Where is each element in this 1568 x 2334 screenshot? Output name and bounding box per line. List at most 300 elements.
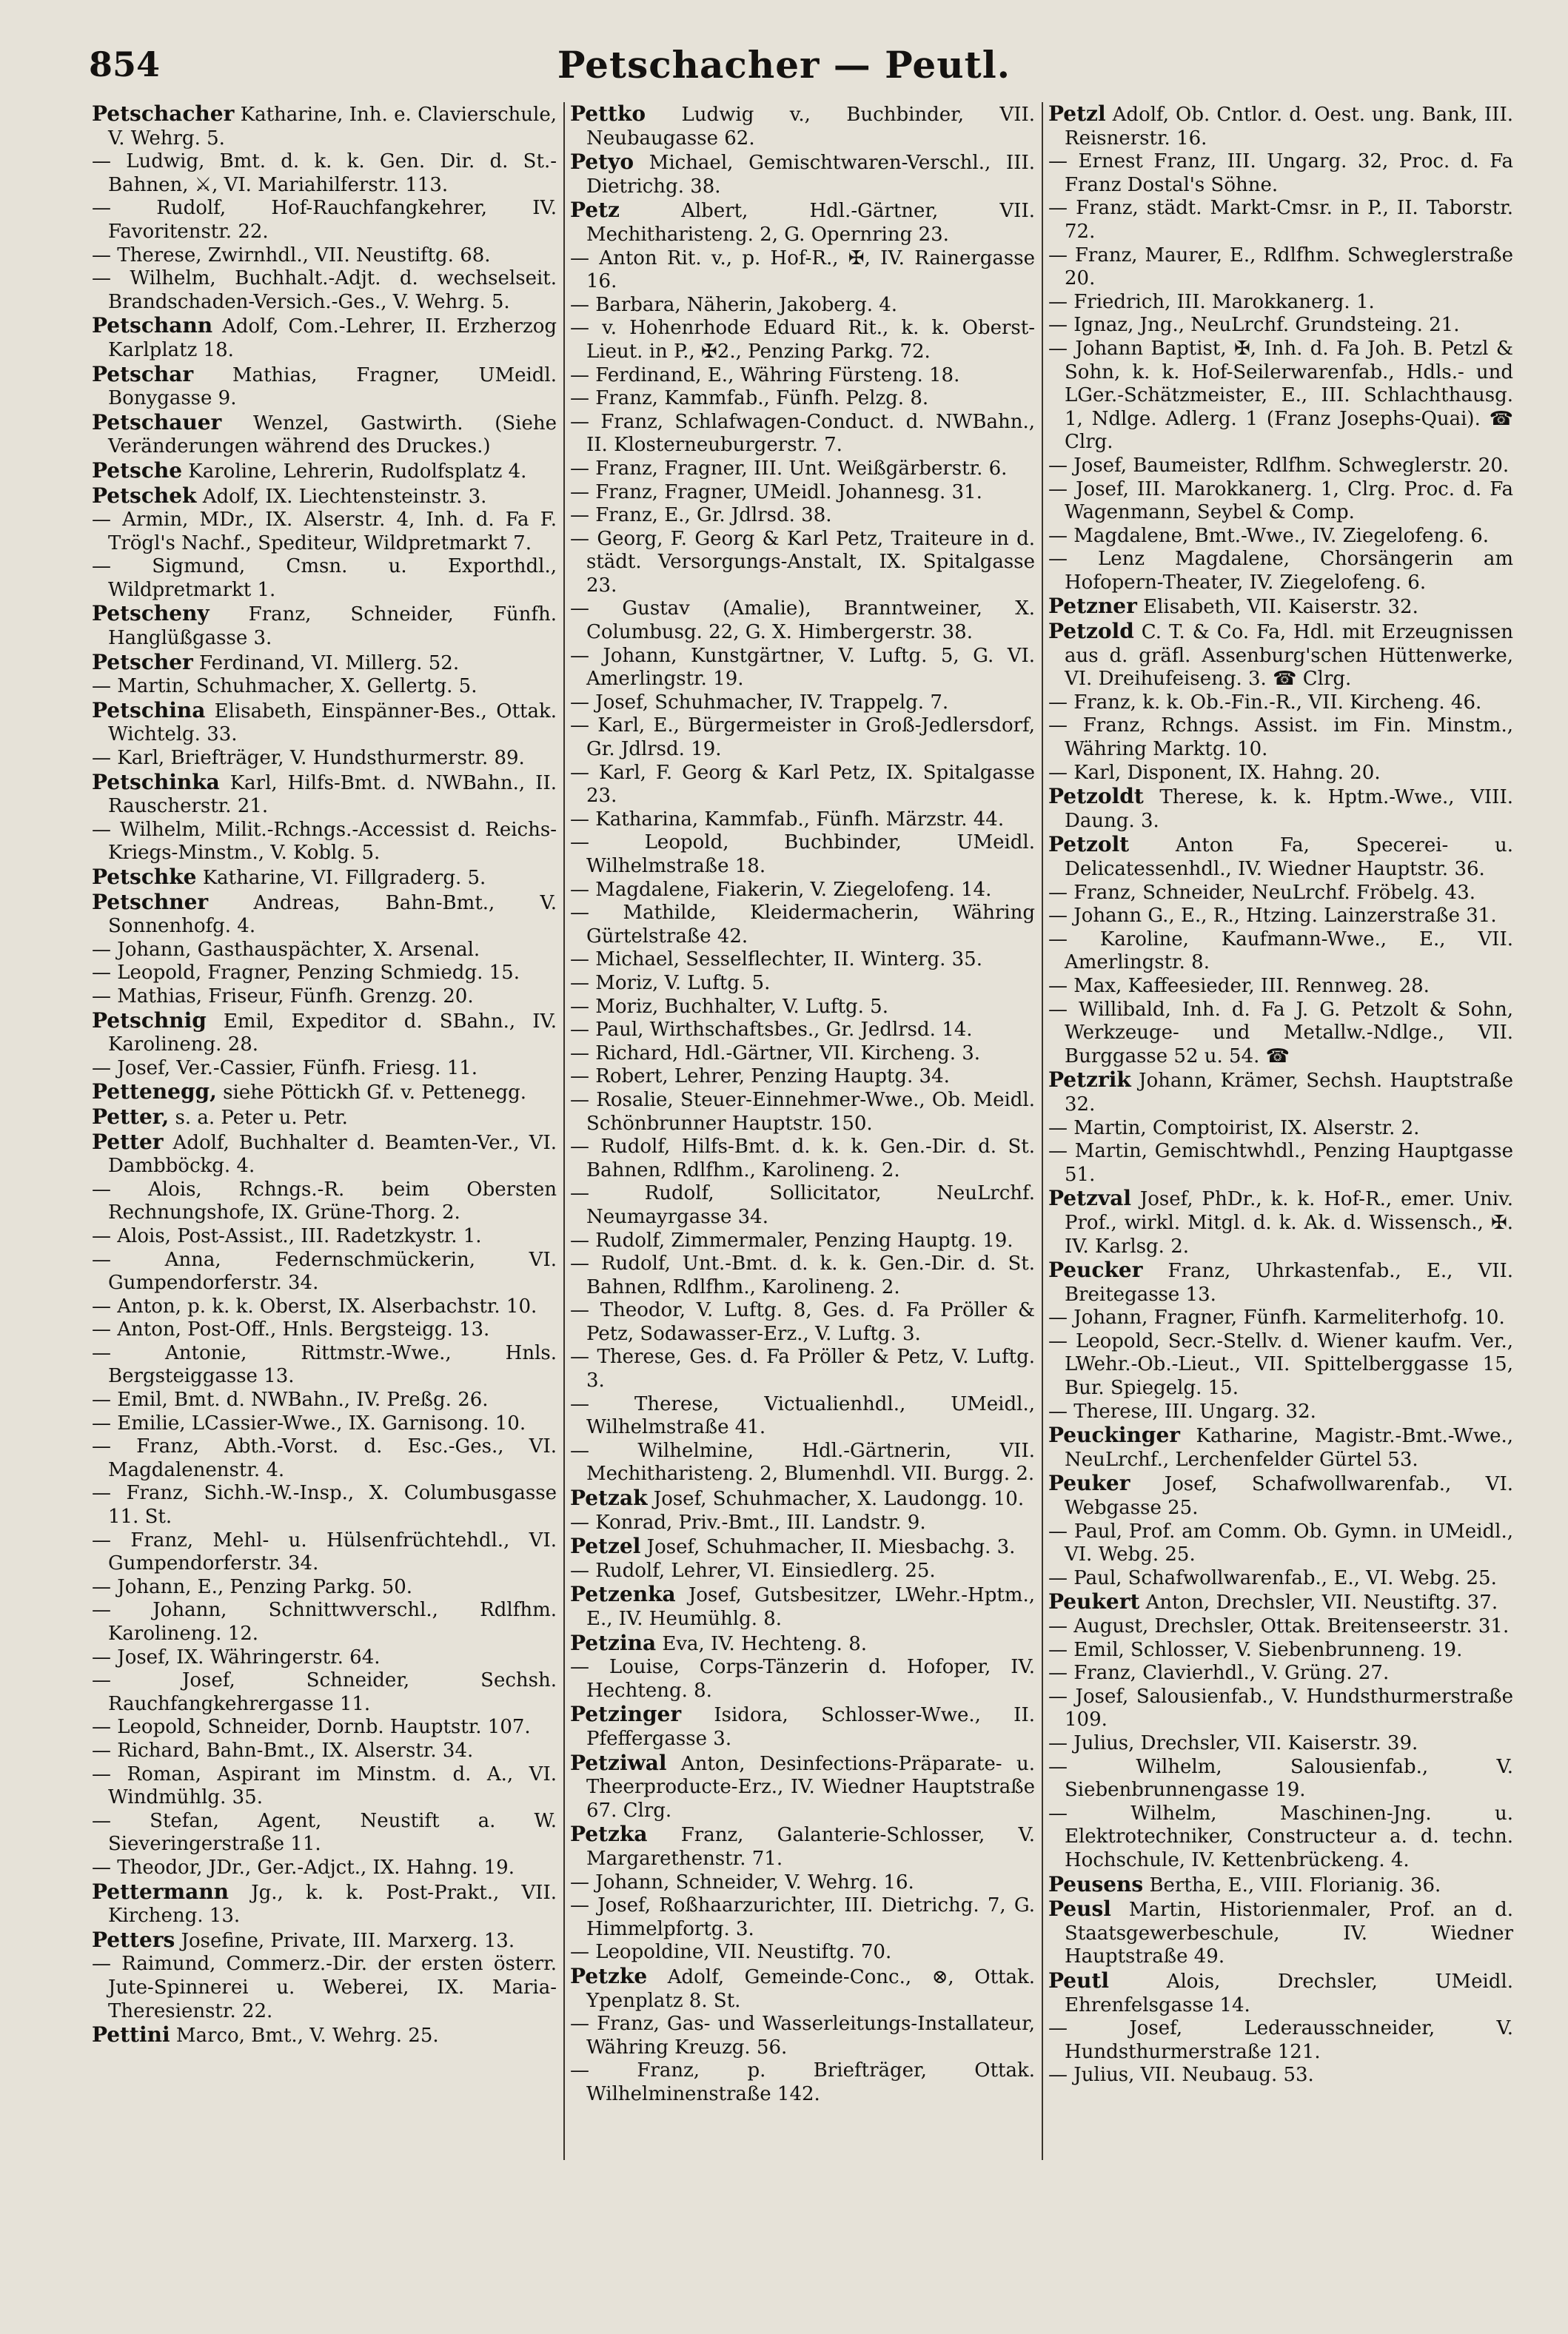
directory-entry: [92, 1599, 557, 1646]
directory-entry: [570, 1230, 1035, 1253]
entry-text: Anton, Drechsler, VII. Neustiftg. 37.: [1139, 1592, 1498, 1614]
entry-text: — Franz, Clavierhdl., V. Grüng. 27.: [1048, 1662, 1390, 1685]
directory-entry: [92, 865, 557, 891]
directory-entry: [570, 1871, 1035, 1895]
entry-text: — Julius, Drechsler, VII. Kaiserstr. 39.: [1048, 1731, 1418, 1754]
directory-entry: [1048, 1423, 1513, 1472]
entry-text: — Josef, IX. Währingerstr. 64.: [92, 1646, 381, 1669]
entry-surname: Petschacher: [92, 101, 235, 126]
directory-entry: [1048, 244, 1513, 291]
directory-entry: [92, 1857, 557, 1880]
entry-text: — Moriz, V. Luftg. 5.: [570, 971, 771, 994]
directory-entry: [570, 198, 1035, 247]
directory-entry: [1048, 548, 1513, 594]
directory-entry: [570, 996, 1035, 1019]
entry-text: — Franz, Mehl- u. Hülsenfrüchtehdl., VI. Gumpendorferstr. 34.: [92, 1529, 557, 1575]
directory-entry: [570, 1583, 1035, 1631]
entry-text: — Richard, Bahn-Bmt., IX. Alserstr. 34.: [92, 1739, 474, 1762]
entry-surname: Petter: [92, 1129, 164, 1154]
entry-text: Anton Fa, Specerei- u. Delicatessenhdl., IV. Wiedner Hauptstr. 36.: [1065, 834, 1513, 880]
entry-text: Wenzel, Gastwirth. (Siehe Veränderungen während des Druckes.): [108, 412, 557, 458]
directory-entry: [570, 1440, 1035, 1486]
directory-entry: [1048, 525, 1513, 549]
entry-text: — Josef, Roßhaarzurichter, III. Dietrichg. 7, G. Himmelpfortg. 3.: [570, 1894, 1035, 1940]
directory-entry: [92, 102, 557, 150]
directory-entry: [1048, 1472, 1513, 1520]
entry-text: — Karl, F. Georg & Karl Petz, IX. Spitalgasse 23.: [570, 761, 1035, 808]
entry-text: — Rudolf, Hilfs-Bmt. d. k. k. Gen.-Dir. d. St. Bahnen, Rdlfhm., Karolineng. 2.: [570, 1136, 1035, 1181]
entry-surname: Petzenka: [570, 1582, 676, 1607]
entry-text: — Emil, Schlosser, V. Siebenbrunneng. 19.: [1048, 1638, 1463, 1661]
entry-text: — Theodor, JDr., Ger.-Adjct., IX. Hahng. 19.: [92, 1856, 515, 1879]
directory-entry: [570, 714, 1035, 761]
entry-text: Adolf, Ob. Cntlor. d. Oest. ung. Bank, III. Reisnerstr. 16.: [1065, 104, 1513, 150]
directory-entry: [1048, 1307, 1513, 1330]
entry-text: — Anton, Post-Off., Hnls. Bergsteigg. 13.: [92, 1318, 490, 1341]
entry-text: Adolf, Com.-Lehrer, II. Erzherzog Karlplatz 18.: [108, 315, 557, 361]
entry-text: — Franz, Schlafwagen-Conduct. d. NWBahn., II. Klosterneuburgerstr. 7.: [570, 410, 1035, 457]
page-title: Petschacher — Peutl.: [557, 43, 1011, 87]
directory-entry: [570, 972, 1035, 996]
directory-entry: [570, 504, 1035, 528]
directory-entry: [92, 771, 557, 819]
entry-text: Mathias, Fragner, UMeidl. Bonygasse 9.: [108, 363, 557, 410]
directory-entry: [92, 509, 557, 555]
directory-entry: [92, 1412, 557, 1436]
directory-entry: [570, 902, 1035, 948]
entry-surname: Petzoldt: [1048, 784, 1144, 809]
entry-text: — Michael, Sesselflechter, II. Winterg. 35.: [570, 948, 982, 971]
directory-entry: [1048, 1258, 1513, 1307]
directory-entry: [570, 294, 1035, 318]
directory-entry: [92, 699, 557, 747]
entry-text: — Robert, Lehrer, Penzing Hauptg. 34.: [570, 1065, 950, 1088]
directory-entry: [1048, 150, 1513, 197]
directory-entry: [92, 314, 557, 362]
directory-entry: [92, 891, 557, 939]
directory-entry: [1048, 999, 1513, 1069]
entry-text: — Louise, Corps-Tänzerin d. Hofoper, IV. Hechteng. 8.: [570, 1656, 1035, 1702]
directory-entry: [92, 1249, 557, 1295]
entry-text: — Martin, Gemischtwhdl., Penzing Hauptgasse 51.: [1048, 1140, 1513, 1186]
entry-text: — Franz, Fragner, III. Unt. Weißgärberstr. 6.: [570, 457, 1008, 480]
directory-entry: [1048, 1401, 1513, 1424]
column-divider: [563, 102, 565, 2160]
directory-entry: [570, 1393, 1035, 1440]
entry-surname: Petsche: [92, 457, 183, 483]
directory-entry: [570, 1065, 1035, 1089]
entry-text: — Martin, Comptoirist, IX. Alserstr. 2.: [1048, 1116, 1420, 1139]
entry-text: — Roman, Aspirant im Minstm. d. A., VI. Windmühlg. 35.: [92, 1763, 557, 1809]
directory-entry: [570, 1019, 1035, 1042]
directory-entry: [570, 1822, 1035, 1871]
entry-text: — Anna, Federnschmückerin, VI. Gumpendorferstr. 34.: [92, 1248, 557, 1295]
entry-surname: Petzinger: [570, 1702, 682, 1727]
directory-entry: [92, 1389, 557, 1412]
entry-text: — Leopold, Buchbinder, UMeidl. Wilhelmstraße 18.: [570, 831, 1035, 877]
entry-text: — Johann, Schneider, V. Wehrg. 16.: [570, 1871, 914, 1894]
directory-entry: [1048, 620, 1513, 691]
entry-text: Josef, Schuhmacher, X. Laudongg. 10.: [647, 1488, 1025, 1511]
directory-entry: [570, 948, 1035, 972]
entry-text: — Franz, Sichh.-W.-Insp., X. Columbusgasse 11. St.: [92, 1482, 557, 1529]
entry-surname: Petzrik: [1048, 1067, 1131, 1093]
entry-text: — Johann, Schnittwverschl., Rdlfhm. Karolineng. 12.: [92, 1599, 557, 1645]
entry-text: C. T. & Co. Fa, Hdl. mit Erzeugnissen aus d. gräfl. Assenburg'schen Hüttenwerke, VI. Dreihufeiseng. 3. ☎ Clrg.: [1065, 621, 1513, 691]
entry-text: — Josef, Salousienfab., V. Hundsthurmerstraße 109.: [1048, 1685, 1513, 1731]
directory-entry: [570, 411, 1035, 457]
entry-text: — Josef, Schneider, Sechsh. Rauchfangkehrergasse 11.: [92, 1669, 557, 1715]
directory-entry: [92, 1342, 557, 1389]
entry-text: — Paul, Prof. am Comm. Ob. Gymn. in UMeidl., VI. Webg. 25.: [1048, 1520, 1513, 1566]
directory-entry: [1048, 1686, 1513, 1732]
directory-entry: [92, 244, 557, 268]
entry-surname: Petzner: [1048, 594, 1137, 619]
directory-entry: [1048, 928, 1513, 975]
entry-text: — Emil, Bmt. d. NWBahn., IV. Preßg. 26.: [92, 1389, 489, 1412]
entry-surname: Petzak: [570, 1486, 648, 1511]
directory-entry: [92, 1880, 557, 1928]
directory-entry: [1048, 1969, 1513, 2017]
entry-text: — Raimund, Commerz.-Dir. der ersten österr. Jute-Spinnerei u. Weberei, IX. Maria-Theresienstr. 22.: [92, 1953, 557, 2022]
directory-entry: [92, 1105, 557, 1130]
entry-text: — Armin, MDr., IX. Alserstr. 4, Inh. d. Fa F. Trögl's Nachf., Spediteur, Wildpretmarkt 7.: [92, 509, 557, 554]
entry-text: — Max, Kaffeesieder, III. Rennweg. 28.: [1048, 974, 1430, 997]
directory-entry: [1048, 1639, 1513, 1663]
directory-entry: [1048, 594, 1513, 620]
entry-text: — Alois, Post-Assist., III. Radetzkystr. 1.: [92, 1224, 482, 1247]
entry-surname: Peusl: [1048, 1897, 1111, 1922]
directory-entry: [92, 150, 557, 197]
directory-entry: [92, 1178, 557, 1225]
entry-surname: Peucker: [1048, 1258, 1143, 1283]
entry-surname: Pettenegg,: [92, 1079, 217, 1104]
directory-entry: [1048, 905, 1513, 928]
directory-entry: [570, 457, 1035, 481]
directory-entry: [1048, 1187, 1513, 1258]
directory-entry: [92, 1953, 557, 2023]
entry-text: Emil, Expeditor d. SBahn., IV. Karolineng. 28.: [108, 1010, 557, 1056]
entry-text: — Karl, Disponent, IX. Hahng. 20.: [1048, 761, 1381, 784]
entry-text: — Karl, E., Bürgermeister in Groß-Jedlersdorf, Gr. Jdlrsd. 19.: [570, 714, 1035, 761]
entry-text: — Johann Baptist, ✠, Inh. d. Fa Joh. B. Petzl & Sohn, k. k. Hof-Seilerwarenfab., Hdls.- und LGer.-Schätzmeister, E., III. Schlachthausg. 1, Ndlge. Adlerg. 1 (Franz Josephs-Quai). ☎ Clrg.: [1048, 337, 1513, 454]
directory-entry: [92, 1057, 557, 1081]
directory-entry: [1048, 1330, 1513, 1401]
directory-entry: [92, 962, 557, 985]
directory-entry: [570, 691, 1035, 715]
entry-surname: Petzolt: [1048, 832, 1130, 857]
directory-entry: [92, 1576, 557, 1600]
entry-text: Jg., k. k. Post-Prakt., VII. Kircheng. 13.: [108, 1881, 557, 1928]
entry-text: — Anton, p. k. k. Oberst, IX. Alserbachstr. 10.: [92, 1295, 537, 1318]
directory-entry: [570, 1703, 1035, 1751]
directory-entry: [92, 1318, 557, 1342]
entry-text: — Josef, III. Marokkanerg. 1, Clrg. Proc. d. Fa Wagenmann, Seybel & Comp.: [1048, 477, 1513, 524]
entry-text: — Georg, F. Georg & Karl Petz, Traiteure in d. städt. Versorgungs-Anstalt, IX. Spitalgasse 23.: [570, 527, 1035, 597]
entry-text: — Josef, Schuhmacher, IV. Trappelg. 7.: [570, 691, 949, 714]
entry-text: — Rudolf, Lehrer, VI. Einsiedlerg. 25.: [570, 1559, 936, 1582]
directory-entry: [570, 528, 1035, 598]
entry-text: — Magdalene, Fiakerin, V. Ziegelofeng. 14.: [570, 878, 992, 901]
directory-entry: [570, 1486, 1035, 1512]
directory-entry: [92, 1763, 557, 1810]
entry-surname: Peutl: [1048, 1968, 1110, 1993]
entry-text: Eva, IV. Hechteng. 8.: [656, 1632, 868, 1655]
directory-entry: [1048, 102, 1513, 150]
directory-entry: [570, 1136, 1035, 1182]
entry-text: — Franz, Rchngs. Assist. im Fin. Minstm., Währing Marktg. 10.: [1048, 714, 1513, 761]
entry-text: — Franz, Maurer, E., Rdlfhm. Schweglerstraße 20.: [1048, 244, 1513, 290]
directory-entry: [92, 1130, 557, 1178]
entry-surname: Petschinka: [92, 769, 220, 794]
entry-text: — Mathilde, Kleidermacherin, Währing Gürtelstraße 42.: [570, 902, 1035, 948]
entry-text: — Katharina, Kammfab., Fünfh. Märzstr. 44.: [570, 808, 1005, 831]
column-1: [92, 102, 557, 2048]
entry-surname: Pettko: [570, 101, 646, 126]
directory-entry: [1048, 455, 1513, 478]
entry-text: — Therese, Ges. d. Fa Pröller & Petz, V. Luftg. 3.: [570, 1346, 1035, 1392]
directory-entry: [92, 747, 557, 771]
entry-surname: Petzval: [1048, 1186, 1131, 1211]
entry-text: — Paul, Schafwollwarenfab., E., VI. Webg. 25.: [1048, 1566, 1497, 1589]
directory-entry: [1048, 691, 1513, 715]
directory-entry: [92, 1225, 557, 1249]
directory-entry: [570, 1656, 1035, 1703]
entry-surname: Petzina: [570, 1630, 657, 1655]
directory-entry: [92, 1646, 557, 1670]
entry-text: Josef, Gutsbesitzer, LWehr.-Hptm., E., IV. Heumühlg. 8.: [586, 1584, 1035, 1630]
entry-text: — August, Drechsler, Ottak. Breitenseerstr. 31.: [1048, 1615, 1510, 1637]
entry-surname: Petziwal: [570, 1750, 667, 1775]
directory-entry: [92, 197, 557, 244]
entry-text: — Wilhelm, Maschinen-Jng. u. Elektrotechniker, Constructeur a. d. techn. Hochschule, IV. Kettenbrückeng. 4.: [1048, 1802, 1513, 1871]
entry-text: — Friedrich, III. Marokkanerg. 1.: [1048, 290, 1375, 313]
entry-text: Katharine, Inh. e. Clavierschule, V. Wehrg. 5.: [108, 104, 557, 150]
entry-text: — Johann, Gasthauspächter, X. Arsenal.: [92, 938, 480, 961]
entry-text: — Wilhelmine, Hdl.-Gärtnerin, VII. Mechitharisteng. 2, Blumenhdl. VII. Burgg. 2.: [570, 1439, 1035, 1486]
directory-entry: [1048, 1615, 1513, 1639]
entry-text: — Johann, Fragner, Fünfh. Karmeliterhofg. 10.: [1048, 1307, 1505, 1329]
entry-text: Karoline, Lehrerin, Rudolfsplatz 4.: [182, 460, 527, 483]
entry-text: Andreas, Bahn-Bmt., V. Sonnenhofg. 4.: [108, 891, 557, 938]
entry-text: Josef, PhDr., k. k. Hof-R., emer. Univ. Prof., wirkl. Mitgl. d. k. Ak. d. Wissensch., ✠. IV. Karlsg. 2.: [1065, 1188, 1513, 1258]
directory-entry: [1048, 1732, 1513, 1756]
entry-surname: Petschina: [92, 697, 206, 722]
directory-entry: [570, 102, 1035, 150]
entry-text: — Leopold, Schneider, Dornb. Hauptstr. 107.: [92, 1716, 531, 1739]
directory-entry: [92, 555, 557, 602]
entry-text: — Barbara, Näherin, Jakoberg. 4.: [570, 293, 898, 316]
entry-surname: Petyo: [570, 150, 634, 175]
directory-entry: [92, 1295, 557, 1319]
entry-text: — Rudolf, Hof-Rauchfangkehrer, IV. Favoritenstr. 22.: [92, 197, 557, 243]
directory-entry: [92, 819, 557, 865]
entry-text: — Franz, Schneider, NeuLrchf. Fröbelg. 43.: [1048, 881, 1476, 904]
entry-text: — Sigmund, Cmsn. u. Exporthdl., Wildpretmarkt 1.: [92, 555, 557, 601]
directory-entry: [92, 675, 557, 699]
directory-entry: [570, 150, 1035, 198]
directory-entry: [570, 762, 1035, 808]
entry-surname: Petzka: [570, 1822, 648, 1847]
directory-entry: [92, 1810, 557, 1857]
entry-text: Franz, Schneider, Fünfh. Hanglüßgasse 3.: [108, 603, 557, 650]
entry-surname: Petzke: [570, 1963, 648, 1988]
directory-entry: [1048, 1140, 1513, 1187]
entry-text: — Antonie, Rittmstr.-Wwe., Hnls. Bergsteiggasse 13.: [92, 1341, 557, 1388]
directory-entry: [570, 831, 1035, 878]
entry-text: — Franz, Gas- und Wasserleitungs-Installateur, Währing Kreuzg. 56.: [570, 2013, 1035, 2059]
directory-entry: [1048, 338, 1513, 455]
directory-entry: [92, 1928, 557, 1954]
entry-text: — Emilie, LCassier-Wwe., IX. Garnisong. 10.: [92, 1412, 526, 1435]
entry-text: — Stefan, Agent, Neustift a. W. Sieveringerstraße 11.: [92, 1809, 557, 1856]
entry-text: — Franz, E., Gr. Jdlrsd. 38.: [570, 504, 832, 527]
entry-text: — Anton Rit. v., p. Hof-R., ✠, IV. Rainergasse 16.: [570, 247, 1035, 293]
entry-text: — Karoline, Kaufmann-Wwe., E., VII. Amerlingstr. 8.: [1048, 928, 1513, 974]
entry-text: — Konrad, Priv.-Bmt., III. Landstr. 9.: [570, 1511, 926, 1534]
directory-entry: [1048, 1117, 1513, 1141]
entry-surname: Petschke: [92, 865, 197, 889]
entry-text: — Franz, Kammfab., Fünfh. Pelzg. 8.: [570, 387, 929, 410]
directory-entry: [92, 267, 557, 314]
entry-text: Martin, Historienmaler, Prof. an d. Staatsgewerbeschule, IV. Wiedner Hauptstraße 49.: [1065, 1899, 1513, 1968]
directory-entry: [1048, 785, 1513, 833]
entry-text: — Franz, p. Briefträger, Ottak. Wilhelminenstraße 142.: [570, 2059, 1035, 2105]
directory-entry: [92, 2023, 557, 2048]
directory-entry: [1048, 197, 1513, 244]
entry-text: — Alois, Rchngs.-R. beim Obersten Rechnungshofe, IX. Grüne-Thorg. 2.: [92, 1178, 557, 1224]
directory-entry: [570, 1182, 1035, 1229]
directory-entry: [1048, 833, 1513, 881]
entry-text: Karl, Hilfs-Bmt. d. NWBahn., II. Rauscherstr. 21.: [108, 771, 557, 818]
directory-entry: [570, 247, 1035, 294]
directory-entry: [1048, 762, 1513, 785]
directory-entry: [570, 1965, 1035, 2013]
entry-text: Therese, k. k. Hptm.-Wwe., VIII. Daung. 3.: [1065, 786, 1513, 832]
directory-entry: [570, 597, 1035, 644]
entry-surname: Pettini: [92, 2022, 170, 2048]
directory-entry: [1048, 314, 1513, 338]
directory-entry: [570, 2013, 1035, 2059]
entry-text: Katharine, VI. Fillgraderg. 5.: [196, 867, 486, 889]
entry-text: — Theodor, V. Luftg. 8, Ges. d. Fa Pröller & Petz, Sodawasser-Erz., V. Luftg. 3.: [570, 1299, 1035, 1345]
directory-entry: [92, 1669, 557, 1716]
entry-surname: Peuckinger: [1048, 1423, 1181, 1448]
directory-entry: [1048, 1590, 1513, 1615]
directory-entry: [92, 1716, 557, 1740]
entry-text: Josef, Schafwollwarenfab., VI. Webgasse 25.: [1065, 1473, 1513, 1520]
entry-text: Adolf, Gemeinde-Conc., ⊗, Ottak. Ypenplatz 8. St.: [586, 1965, 1035, 2012]
directory-entry: [570, 1346, 1035, 1392]
entry-text: — Rudolf, Unt.-Bmt. d. k. k. Gen.-Dir. d. St. Bahnen, Rdlfhm., Karolineng. 2.: [570, 1252, 1035, 1298]
entry-text: — Franz, Fragner, UMeidl. Johannesg. 31.: [570, 480, 982, 503]
entry-text: Elisabeth, Einspänner-Bes., Ottak. Wichtelg. 33.: [108, 700, 557, 746]
entry-surname: Petzold: [1048, 619, 1134, 644]
directory-entry: [570, 1560, 1035, 1583]
entry-text: — Therese, Victualienhdl., UMeidl., Wilhelmstraße 41.: [570, 1392, 1035, 1439]
column-2: [570, 102, 1035, 2106]
directory-entry: [92, 1080, 557, 1105]
entry-surname: Peukert: [1048, 1589, 1140, 1614]
directory-entry: [1048, 1567, 1513, 1591]
entry-text: — Johann, E., Penzing Parkg. 50.: [92, 1575, 413, 1598]
directory-entry: [570, 1042, 1035, 1066]
entry-text: — Rudolf, Sollicitator, NeuLrchf. Neumayrgasse 34.: [570, 1182, 1035, 1228]
entry-text: — Willibald, Inh. d. Fa J. G. Petzolt & Sohn, Werkzeuge- und Metallw.-Ndlge., VII. Burggasse 52 u. 54. ☎: [1048, 998, 1513, 1067]
directory-entry: [1048, 975, 1513, 999]
entry-text: Alois, Drechsler, UMeidl. Ehrenfelsgasse 14.: [1065, 1970, 1513, 2016]
entry-text: — Franz, Abth.-Vorst. d. Esc.-Ges., VI. Magdalenenstr. 4.: [92, 1435, 557, 1481]
column-divider: [1042, 102, 1043, 2160]
entry-text: — Magdalene, Bmt.-Wwe., IV. Ziegelofeng. 6.: [1048, 524, 1490, 547]
entry-text: Elisabeth, VII. Kaiserstr. 32.: [1136, 596, 1418, 619]
entry-text: — Franz, städt. Markt-Cmsr. in P., II. Taborstr. 72.: [1048, 197, 1513, 243]
entry-text: Josef, Schuhmacher, II. Miesbachg. 3.: [640, 1536, 1016, 1559]
entry-text: — Richard, Hdl.-Gärtner, VII. Kircheng. 3.: [570, 1042, 981, 1064]
entry-text: — Moriz, Buchhalter, V. Luftg. 5.: [570, 995, 888, 1018]
entry-text: Adolf, IX. Liechtensteinstr. 3.: [196, 485, 487, 508]
directory-entry: [570, 1299, 1035, 1346]
entry-surname: Petschauer: [92, 409, 222, 435]
directory-entry: [1048, 1520, 1513, 1567]
directory-entry: [1048, 1803, 1513, 1873]
entry-surname: Pettermann: [92, 1879, 229, 1904]
directory-entry: [92, 1482, 557, 1529]
directory-entry: [570, 1751, 1035, 1823]
entry-text: — v. Hohenrhode Eduard Rit., k. k. Oberst-Lieut. in P., ✠2., Penzing Parkg. 72.: [570, 317, 1035, 363]
entry-text: — Franz, k. k. Ob.-Fin.-R., VII. Kircheng. 46.: [1048, 691, 1482, 714]
directory-entry: [92, 459, 557, 484]
entry-surname: Petschnig: [92, 1007, 207, 1033]
entry-text: — Therese, Zwirnhdl., VII. Neustiftg. 68.: [92, 244, 491, 266]
entry-text: Johann, Krämer, Sechsh. Hauptstraße 32.: [1065, 1070, 1513, 1116]
entry-text: — Ignaz, Jng., NeuLrchf. Grundsteing. 21.: [1048, 314, 1460, 337]
entry-text: — Rosalie, Steuer-Einnehmer-Wwe., Ob. Meidl. Schönbrunner Hauptstr. 150.: [570, 1088, 1035, 1135]
directory-entry: [570, 1252, 1035, 1299]
directory-entry: [92, 1009, 557, 1057]
directory-entry: [1048, 2017, 1513, 2064]
entry-text: — Leopold, Secr.-Stellv. d. Wiener kaufm. Ver., LWehr.-Ob.-Lieut., VII. Spittelberggasse 15, Bur. Spiegelg. 15.: [1048, 1329, 1513, 1400]
entry-text: — Johann, Kunstgärtner, V. Luftg. 5, G. VI. Amerlingstr. 19.: [570, 644, 1035, 691]
directory-entry: [570, 1535, 1035, 1560]
entry-text: Michael, Gemischtwaren-Verschl., III. Dietrichg. 38.: [586, 152, 1035, 198]
directory-entry: [1048, 882, 1513, 905]
entry-text: Katharine, Magistr.-Bmt.-Wwe., NeuLrchf., Lerchenfelder Gürtel 53.: [1065, 1425, 1513, 1471]
entry-surname: Petschar: [92, 361, 194, 386]
directory-entry: [1048, 1873, 1513, 1898]
entry-text: — Ludwig, Bmt. d. k. k. Gen. Dir. d. St.-Bahnen, ⚔, VI. Mariahilferstr. 113.: [92, 150, 557, 196]
directory-entry: [92, 651, 557, 676]
entry-text: — Ferdinand, E., Währing Fürsteng. 18.: [570, 363, 960, 386]
directory-entry: [92, 1435, 557, 1482]
directory-entry: [570, 481, 1035, 505]
entry-surname: Petscher: [92, 649, 193, 674]
entry-text: — Leopoldine, VII. Neustiftg. 70.: [570, 1941, 892, 1964]
entry-surname: Petzel: [570, 1534, 641, 1559]
entry-text: — Paul, Wirthschaftsbes., Gr. Jedlrsd. 14.: [570, 1019, 973, 1042]
directory-entry: [570, 1894, 1035, 1941]
entry-text: — Johann G., E., R., Htzing. Lainzerstraße 31.: [1048, 905, 1497, 928]
directory-entry: [92, 484, 557, 509]
entry-text: — Leopold, Fragner, Penzing Schmiedg. 15.: [92, 962, 520, 985]
directory-entry: [1048, 714, 1513, 761]
entry-text: — Martin, Schuhmacher, X. Gellertg. 5.: [92, 675, 478, 698]
entry-text: Albert, Hdl.-Gärtner, VII. Mechitharisteng. 2, G. Opernring 23.: [586, 200, 1035, 246]
directory-entry: [92, 1529, 557, 1576]
directory-entry: [570, 808, 1035, 832]
entry-text: Bertha, E., VIII. Florianig. 36.: [1143, 1874, 1441, 1897]
directory-entry: [92, 363, 557, 411]
